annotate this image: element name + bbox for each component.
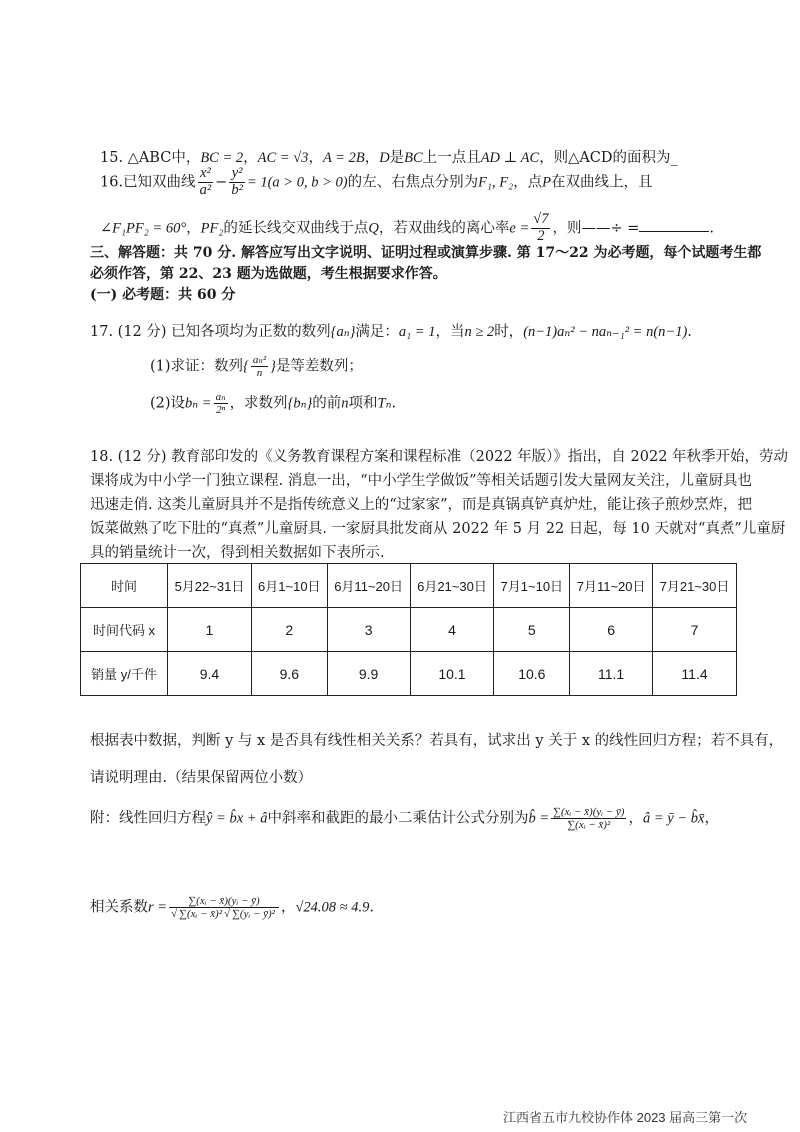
q17-text: 项和: [348, 395, 378, 412]
table-cell: 9.9: [327, 652, 410, 696]
table-header-cell: 6月21~30日: [410, 564, 494, 608]
q18b-text: ，: [704, 810, 719, 827]
q18b-text: ，: [280, 899, 296, 916]
table-cell: 6: [570, 608, 653, 652]
q15-math: BC: [404, 150, 423, 166]
q15-number: 15.: [100, 150, 124, 166]
q15-text: ，: [308, 150, 323, 166]
q16-text: 的延长线交双曲线于点: [223, 220, 369, 237]
q18b-approx: √24.08 ≈ 4.9: [295, 899, 370, 916]
q17-p2-frac: [214, 391, 228, 416]
table-header-cell: 6月11~20日: [327, 564, 410, 608]
q15-text: ，: [243, 150, 258, 166]
q16-ratio: ——÷ =: [581, 220, 640, 237]
q16-cond: = 1(a > 0, b > 0): [246, 174, 348, 191]
table-cell: 9.6: [251, 652, 327, 696]
q18-line4: 饭菜做熟了吃下肚的“真煮”儿童厨具. 一家厨具批发商从 2022 年 5 月 22 日起，每 10 天就对“真煮”儿童厨: [90, 521, 786, 537]
q18b-corr: [90, 895, 374, 920]
q15-blank: _: [670, 150, 678, 166]
q17-p2-seq: {bₙ}: [287, 395, 313, 412]
q18-line3: 迅速走俏. 这类儿童厨具并不是指传统意义上的“过家家”，而是真锅真铲真炉灶，能让孩子煎炒烹炸，把: [90, 497, 753, 513]
q16-p: P: [542, 174, 551, 191]
q17-header: [90, 320, 692, 341]
q17-text: (2)设: [150, 395, 186, 412]
q18b-line2: 请说明理由.（结果保留两位小数）: [90, 770, 313, 786]
q16-line1: [100, 166, 652, 199]
q15-text: ，: [364, 150, 380, 166]
q17-p1-frac: [251, 354, 268, 379]
q18b-r-frac: [169, 895, 279, 920]
table-cell: 11.1: [570, 652, 653, 696]
q18b-b-den: ∑(xᵢ − x̄)²: [567, 819, 611, 832]
q17-text: .: [391, 395, 397, 412]
q17-init: a₁ = 1: [398, 324, 436, 340]
q15-text: 是: [389, 150, 405, 166]
q18b-r-den: √ ∑(xᵢ − x̄)² √ ∑(yᵢ − ȳ)²: [171, 908, 275, 921]
q18b-a-hat: â = ȳ − b̂x̄: [642, 810, 705, 827]
table-header-cell: 7月21~30日: [653, 564, 737, 608]
q18b-text: ，: [628, 810, 643, 827]
table-header-row: [81, 564, 737, 608]
q17-text: .: [687, 324, 692, 340]
section3-line2: 必须作答，第 22、23 题为选做题，考生根据要求作答。: [90, 266, 447, 282]
q17-p2-num: aₙ: [215, 391, 226, 403]
q17-part2: [150, 391, 396, 416]
table-header-cell: 7月11~20日: [570, 564, 653, 608]
q18b-text: 中斜率和截距的最小二乘估计公式分别为: [267, 810, 529, 827]
q16-text: 在双曲线上，且: [550, 174, 653, 191]
q18b-att-eq: ŷ = b̂x + â: [206, 810, 268, 827]
q17-p2-den: 2ⁿ: [216, 404, 226, 417]
q18b-b-num: ∑(xᵢ − x̄)(yᵢ − ȳ): [553, 806, 625, 818]
table-header-cell: 5月22~31日: [168, 564, 252, 608]
q16-text: ，: [186, 220, 201, 237]
section3-line1: 三、解答题：共 70 分. 解答应写出文字说明、证明过程或演算步骤. 第 17～22 为必考题，每个试题考生都: [90, 245, 762, 261]
footer-text: 江西省五市九校协作体 2023 届高三第一次: [503, 1110, 748, 1125]
q16-frac1: [198, 166, 214, 199]
q16-number: 16.: [100, 174, 124, 191]
q15-text: 上一点且: [422, 150, 481, 166]
q17-text: ，当: [435, 324, 465, 340]
q16-angle: ∠F₁PF₂ = 60°: [100, 220, 187, 237]
q17-p2-n: n: [341, 395, 349, 412]
q18b-r-eq: r =: [148, 899, 168, 916]
q16-frac2-den: b²: [231, 181, 243, 198]
q16-pf2: PF₂: [200, 220, 224, 237]
q16-frac1-num: x²: [198, 166, 214, 183]
table-row-sales: [81, 652, 737, 696]
q17-text: 17. (12 分) 已知各项均为正数的数列: [90, 324, 331, 340]
q16-frac1-den: a²: [199, 181, 212, 198]
q16-foci: F₁, F₂: [478, 174, 514, 191]
q16-text: ，则: [552, 220, 582, 237]
q17-part1: (1)求证：数列{ $\frac{\text{aₙ²}}{n}$ }是等差数列；: [150, 354, 363, 380]
q15-math: BC = 2: [200, 150, 244, 166]
q17-p2-t: Tₙ: [377, 395, 392, 412]
q16-text: ，点: [513, 174, 543, 191]
q16-blank: [639, 219, 709, 232]
q18b-text: 附：线性回归方程: [90, 810, 206, 827]
q17-seq: {aₙ}: [330, 324, 356, 340]
table-cell: 9.4: [168, 652, 252, 696]
q17-text: ，求数列: [229, 395, 288, 412]
table-cell: 11.4: [653, 652, 737, 696]
q18b-attachment: [90, 806, 719, 831]
table-header-cell: 6月1~10日: [251, 564, 327, 608]
q15-text: ，则△ACD的面积为: [539, 150, 671, 166]
q17-text: 是等差数列；: [275, 358, 363, 375]
table-row-label: 销量 y/千件: [81, 652, 168, 696]
table-cell: 3: [327, 608, 410, 652]
q17-text: 满足：: [355, 324, 399, 340]
q17-p2-def: bₙ =: [185, 395, 212, 412]
q15-line: [100, 146, 678, 167]
q17-text: 时，: [494, 324, 524, 340]
table-header-cell: 7月1~10日: [494, 564, 570, 608]
table-row-label: 时间代码 x: [81, 608, 168, 652]
q17-p1-den: n: [256, 367, 263, 380]
table-header-cell: 时间: [81, 564, 168, 608]
table-cell: 10.6: [494, 652, 570, 696]
q17-text: (1)求证：数列: [150, 358, 244, 375]
q16-frac2-num: y²: [229, 166, 245, 183]
q16-frac2: [229, 166, 245, 199]
q18-line1: 18. (12 分) 教育部印发的《义务教育课程方案和课程标准（2022 年版）》指出，自 2022 年秋季开始，劳动: [90, 449, 789, 465]
table-cell: 2: [251, 608, 327, 652]
q15-math: A = 2B: [322, 150, 365, 166]
q17-cond: n ≥ 2: [464, 324, 495, 340]
q16-e-eq: e =: [509, 220, 530, 237]
q17-text: 的前: [312, 395, 342, 412]
q18b-text: 相关系数: [90, 899, 148, 916]
q16-minus: −: [215, 174, 228, 191]
sales-table: [80, 563, 737, 696]
q16-text: 已知双曲线: [123, 174, 196, 191]
q18b-b-hat: b̂ =: [528, 810, 550, 827]
q18b-b-frac: [551, 806, 626, 831]
q16-tail: .: [709, 220, 714, 237]
q16-e-num: √7: [533, 211, 549, 227]
q18-line5: 具的销量统计一次，得到相关数据如下表所示.: [90, 545, 385, 561]
q17-recur: (n−1)aₙ² − naₙ₋₁² = n(n−1): [523, 324, 688, 340]
q18b-line1: 根据表中数据，判断 y 与 x 是否具有线性相关关系？若具有，试求出 y 关于 x 的线性回归方程；若不具有，: [90, 733, 784, 749]
q15-math: AC = √3: [257, 150, 309, 166]
table-cell: 10.1: [410, 652, 494, 696]
q16-text: 的左、右焦点分别为: [347, 174, 479, 191]
q16-e-den: 2: [537, 227, 545, 244]
q18b-r-den-b: ∑(yᵢ − ȳ)²: [232, 908, 275, 921]
q15-text: △ABC中，: [127, 150, 201, 166]
q18b-r-num: ∑(xᵢ − x̄)(yᵢ − ȳ): [169, 895, 279, 908]
q16-text: ，若双曲线的离心率: [378, 220, 510, 237]
q15-math: AD ⊥ AC: [480, 150, 540, 166]
q15-math: D: [379, 150, 390, 166]
table-row-code: [81, 608, 737, 652]
q16-q: Q: [368, 220, 379, 237]
q17-p1-num: aₙ²: [252, 354, 267, 366]
q18b-r-den-a: ∑(xᵢ − x̄)²: [179, 908, 223, 921]
table-cell: 4: [410, 608, 494, 652]
q16-line2: [100, 212, 714, 245]
section3-line3: (一) 必考题：共 60 分: [90, 287, 236, 303]
table-cell: 7: [653, 608, 737, 652]
q18-line2: 课将成为中小学一门独立课程. 消息一出，“中小学生学做饭”等相关话题引发大量网友关注，儿童厨具也: [90, 473, 753, 489]
table-cell: 5: [494, 608, 570, 652]
q16-e-frac: [531, 212, 550, 245]
table-cell: 1: [168, 608, 252, 652]
q18b-text: .: [369, 899, 374, 916]
